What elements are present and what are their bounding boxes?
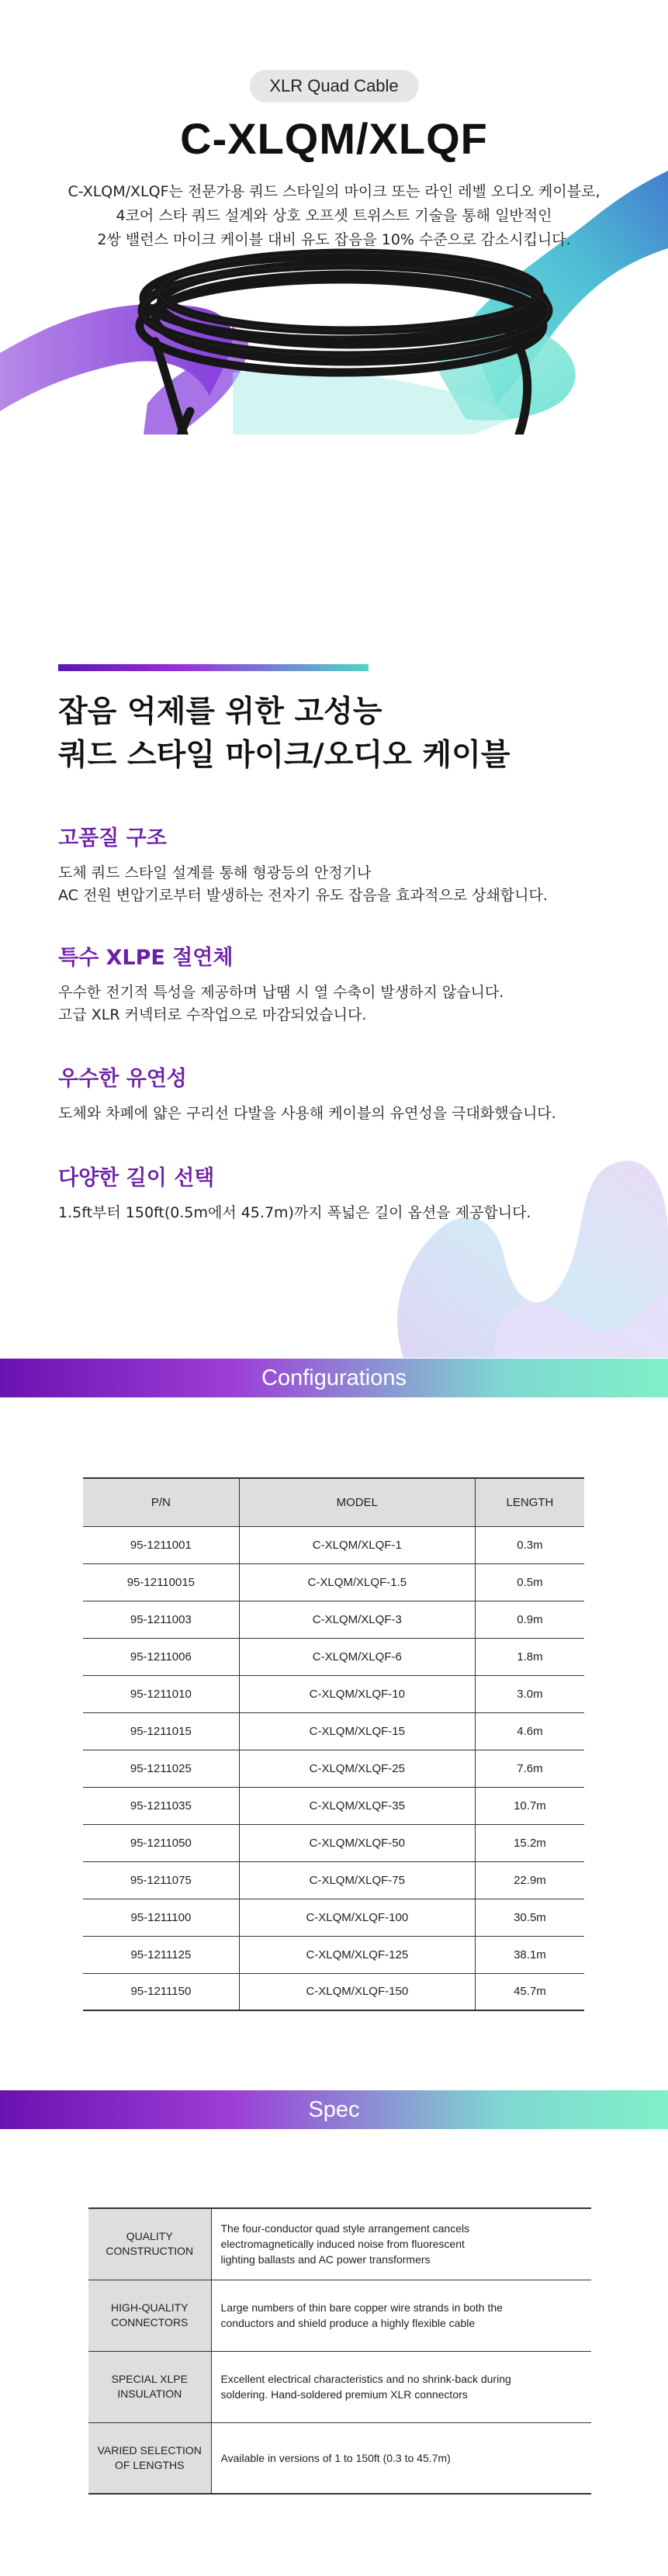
table-header-row bbox=[83, 1478, 584, 1526]
cell-part-number: 95-1211003 bbox=[83, 1601, 239, 1638]
table-row bbox=[83, 1638, 584, 1675]
features-section bbox=[0, 435, 668, 1358]
spec-row bbox=[88, 2422, 591, 2494]
description-line: 2쌍 밸런스 마이크 케이블 대비 유도 잡음을 10% 수준으로 감소시킵니다. bbox=[97, 231, 571, 248]
spec-key-line: CONSTRUCTION bbox=[106, 2245, 194, 2258]
features-headline bbox=[58, 691, 510, 777]
cell-length: 10.7m bbox=[475, 1787, 584, 1824]
spec-table bbox=[88, 2207, 591, 2495]
table-row bbox=[83, 1824, 584, 1861]
cell-model: C-XLQM/XLQF-75 bbox=[239, 1861, 475, 1899]
product-category-badge: XLR Quad Cable bbox=[249, 70, 418, 102]
cell-part-number: 95-1211150 bbox=[83, 1973, 239, 2010]
accent-gradient-bar bbox=[58, 664, 369, 671]
cell-length: 1.8m bbox=[475, 1638, 584, 1675]
cell-length: 38.1m bbox=[475, 1936, 584, 1973]
spec-value-line: The four-conductor quad style arrangement cancels bbox=[220, 2222, 470, 2235]
feature-line: 도체와 차폐에 얇은 구리선 다발을 사용해 케이블의 유연성을 극대화했습니다. bbox=[58, 1105, 556, 1122]
column-header-length: LENGTH bbox=[475, 1478, 584, 1526]
cell-part-number: 95-1211075 bbox=[83, 1861, 239, 1899]
cell-model: C-XLQM/XLQF-15 bbox=[239, 1712, 475, 1750]
feature-text bbox=[58, 862, 617, 907]
feature-line: 도체 쿼드 스타일 설계를 통해 형광등의 안정기나 bbox=[58, 864, 372, 881]
cell-part-number: 95-1211025 bbox=[83, 1750, 239, 1787]
feature-text bbox=[58, 1202, 617, 1224]
spec-key-line: QUALITY bbox=[126, 2230, 173, 2243]
cell-part-number: 95-1211010 bbox=[83, 1675, 239, 1712]
table-row bbox=[83, 1787, 584, 1824]
cell-model: C-XLQM/XLQF-3 bbox=[239, 1601, 475, 1638]
spec-key-line: SPECIAL XLPE bbox=[111, 2373, 188, 2385]
cell-length: 15.2m bbox=[475, 1824, 584, 1861]
feature-title: 다양한 길이 선택 bbox=[58, 1166, 215, 1190]
hero-section bbox=[0, 0, 668, 435]
spec-table-body bbox=[88, 2208, 591, 2494]
configurations-banner: Configurations bbox=[0, 1359, 668, 1397]
cell-model: C-XLQM/XLQF-1 bbox=[239, 1526, 475, 1563]
cell-part-number: 95-1211015 bbox=[83, 1712, 239, 1750]
feature-text bbox=[58, 982, 617, 1027]
cell-part-number: 95-12110015 bbox=[83, 1563, 239, 1601]
cell-model: C-XLQM/XLQF-125 bbox=[239, 1936, 475, 1973]
feature-text bbox=[58, 1103, 617, 1125]
table-row bbox=[83, 1750, 584, 1787]
spec-key bbox=[88, 2422, 211, 2494]
cell-length: 4.6m bbox=[475, 1712, 584, 1750]
cell-length: 22.9m bbox=[475, 1861, 584, 1899]
spec-key bbox=[88, 2351, 211, 2422]
configurations-table bbox=[83, 1477, 584, 2011]
spec-key-line: CONNECTORS bbox=[111, 2316, 189, 2328]
feature-item bbox=[58, 1161, 617, 1224]
spec-row bbox=[88, 2208, 591, 2280]
cell-model: C-XLQM/XLQF-100 bbox=[239, 1899, 475, 1936]
description-line: C-XLQM/XLQF는 전문가용 쿼드 스타일의 마이크 또는 라인 레벨 오디오 케이블로, bbox=[67, 183, 601, 200]
feature-line: 고급 XLR 커넥터로 수작업으로 마감되었습니다. bbox=[58, 1006, 367, 1023]
table-row bbox=[83, 1973, 584, 2010]
column-header-pn: P/N bbox=[83, 1478, 239, 1526]
feature-item bbox=[58, 940, 617, 1027]
spec-row bbox=[88, 2280, 591, 2351]
spec-key bbox=[88, 2280, 211, 2351]
feature-title: 우수한 유연성 bbox=[58, 1067, 187, 1091]
spec-value bbox=[211, 2351, 591, 2422]
cell-length: 7.6m bbox=[475, 1750, 584, 1787]
feature-title: 특수 XLPE 절연체 bbox=[58, 946, 234, 970]
spec-value bbox=[211, 2280, 591, 2351]
spec-key-line: HIGH-QUALITY bbox=[110, 2301, 189, 2314]
cell-model: C-XLQM/XLQF-50 bbox=[239, 1824, 475, 1861]
spec-value bbox=[211, 2422, 591, 2494]
headline-line: 쿼드 스타일 마이크/오디오 케이블 bbox=[58, 738, 511, 773]
cell-length: 0.5m bbox=[475, 1563, 584, 1601]
spec-row bbox=[88, 2351, 591, 2422]
product-title: C-XLQM/XLQF bbox=[180, 114, 488, 163]
spec-value-line: lighting ballasts and AC power transformers bbox=[220, 2253, 431, 2266]
cell-model: C-XLQM/XLQF-25 bbox=[239, 1750, 475, 1787]
spec-value-line: soldering. Hand-soldered premium XLR connectors bbox=[220, 2388, 468, 2401]
feature-item bbox=[58, 821, 617, 907]
spec-key-line: INSULATION bbox=[117, 2387, 182, 2400]
table-row bbox=[83, 1563, 584, 1601]
cell-part-number: 95-1211050 bbox=[83, 1824, 239, 1861]
cell-model: C-XLQM/XLQF-150 bbox=[239, 1973, 475, 2010]
table-row bbox=[83, 1675, 584, 1712]
table-row bbox=[83, 1712, 584, 1750]
cell-length: 45.7m bbox=[475, 1973, 584, 2010]
spec-value-line: conductors and shield produce a highly flexible cable bbox=[220, 2317, 476, 2329]
spec-value-line: Excellent electrical characteristics and no shrink-back during bbox=[220, 2373, 511, 2385]
cell-part-number: 95-1211100 bbox=[83, 1899, 239, 1936]
cell-model: C-XLQM/XLQF-10 bbox=[239, 1675, 475, 1712]
table-row bbox=[83, 1601, 584, 1638]
spec-value-line: Large numbers of thin bare copper wire strands in both the bbox=[220, 2301, 503, 2314]
cell-model: C-XLQM/XLQF-1.5 bbox=[239, 1563, 475, 1601]
description-line: 4코어 스타 쿼드 설계와 상호 오프셋 트위스트 기술을 통해 일반적인 bbox=[116, 207, 552, 224]
cell-length: 0.9m bbox=[475, 1601, 584, 1638]
spec-value bbox=[211, 2208, 591, 2280]
feature-line: 우수한 전기적 특성을 제공하며 납땜 시 열 수축이 발생하지 않습니다. bbox=[58, 984, 504, 1001]
cell-model: C-XLQM/XLQF-35 bbox=[239, 1787, 475, 1824]
column-header-model: MODEL bbox=[239, 1478, 475, 1526]
cell-length: 30.5m bbox=[475, 1899, 584, 1936]
cell-part-number: 95-1211001 bbox=[83, 1526, 239, 1563]
configurations-table-body bbox=[83, 1526, 584, 2010]
cell-length: 0.3m bbox=[475, 1526, 584, 1563]
spec-banner: Spec bbox=[0, 2090, 668, 2129]
table-row bbox=[83, 1526, 584, 1563]
headline-line: 잡음 억제를 위한 고성능 bbox=[58, 694, 382, 729]
feature-item bbox=[58, 1061, 617, 1125]
feature-line: 1.5ft부터 150ft(0.5m에서 45.7m)까지 폭넓은 길이 옵션을 제공합니다. bbox=[58, 1204, 531, 1221]
cell-part-number: 95-1211035 bbox=[83, 1787, 239, 1824]
table-row bbox=[83, 1936, 584, 1973]
table-row bbox=[83, 1899, 584, 1936]
cell-model: C-XLQM/XLQF-6 bbox=[239, 1638, 475, 1675]
feature-title: 고품질 구조 bbox=[58, 826, 167, 850]
cell-part-number: 95-1211125 bbox=[83, 1936, 239, 1973]
cell-length: 3.0m bbox=[475, 1675, 584, 1712]
spec-key-line: VARIED SELECTION bbox=[97, 2443, 202, 2457]
spec-value-line: Available in versions of 1 to 150ft (0.3 to 45.7m) bbox=[220, 2451, 451, 2464]
table-row bbox=[83, 1861, 584, 1899]
spec-key bbox=[88, 2208, 211, 2280]
feature-line: AC 전원 변압기로부터 발생하는 전자기 유도 잡음을 효과적으로 상쇄합니다. bbox=[58, 887, 548, 904]
cell-part-number: 95-1211006 bbox=[83, 1638, 239, 1675]
xlr-cable-product-image bbox=[0, 0, 668, 435]
spec-key-line: OF LENGTHS bbox=[115, 2458, 185, 2471]
spec-value-line: electromagnetically induced noise from fluorescent bbox=[220, 2238, 465, 2251]
